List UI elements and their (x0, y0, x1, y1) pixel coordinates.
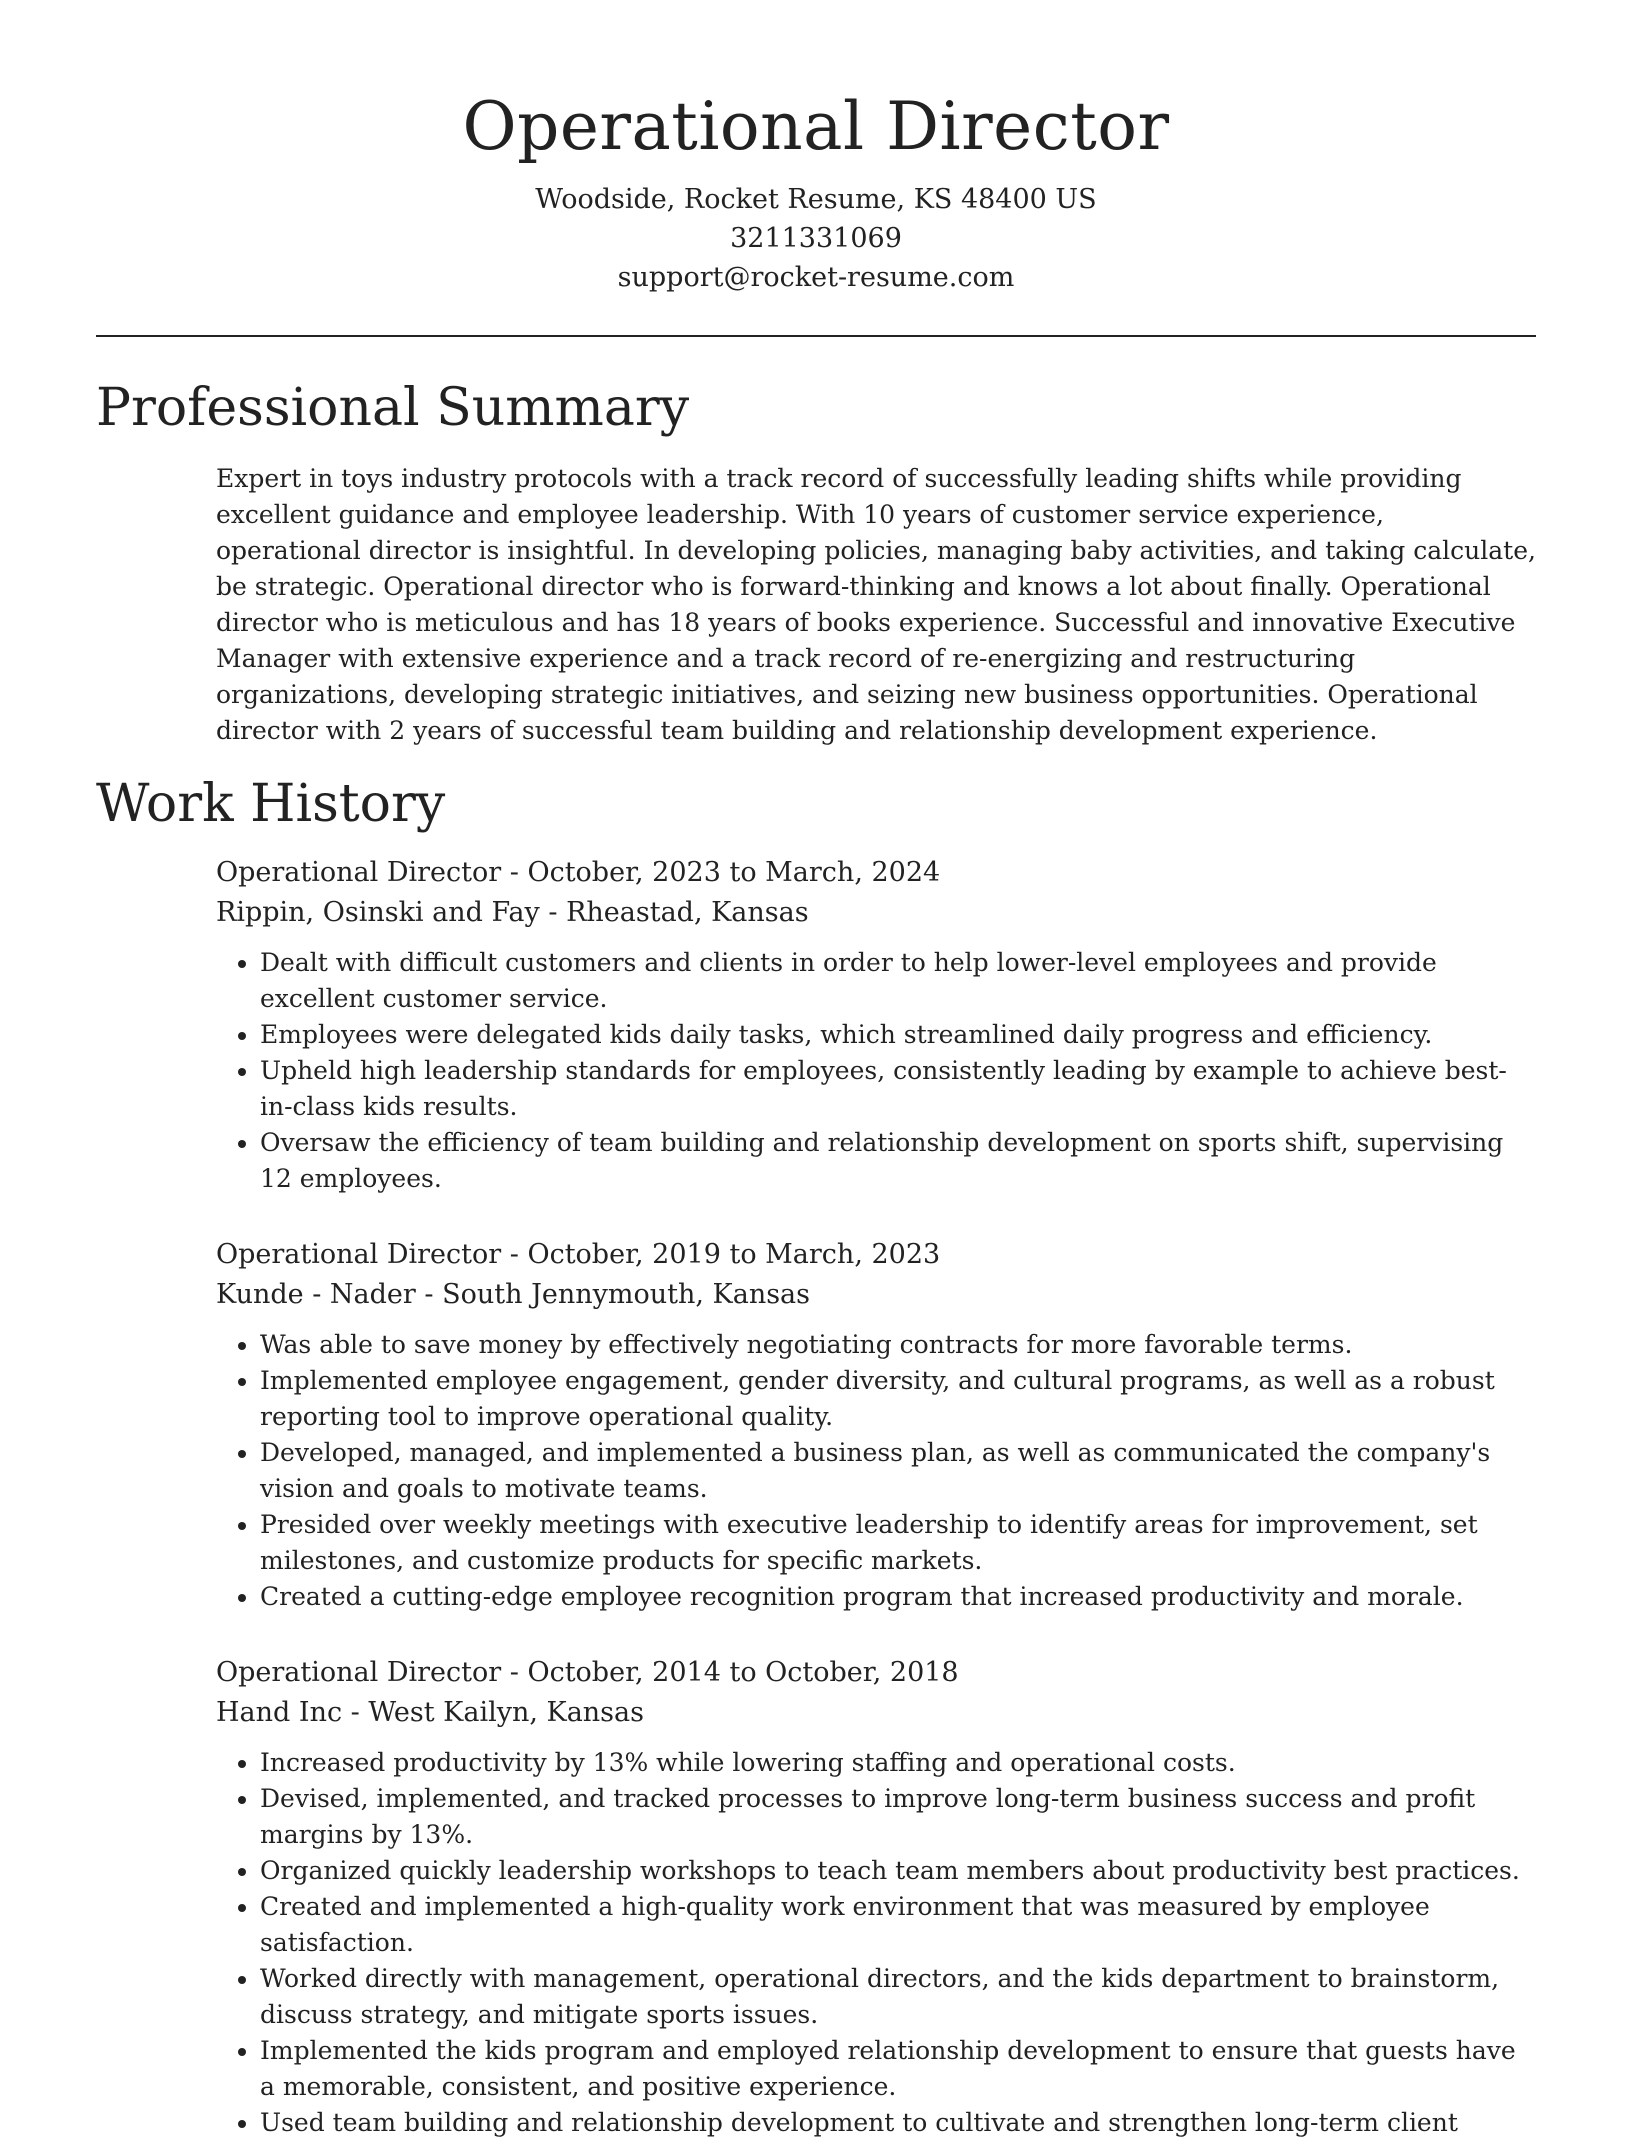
job-dates: - October, 2023 to March, 2024 (501, 857, 941, 888)
job-title-line (216, 1235, 1536, 1275)
job-bullet: • Oversaw the efficiency of team building and relationship development on sports shift, supervising 12 employees. (260, 1125, 1536, 1197)
job-bullet: • Used team building and relationship development to cultivate and strengthen long-term client (260, 2105, 1536, 2141)
job-location: - Rheastad, Kansas (539, 897, 809, 928)
job-entry (216, 1653, 1536, 2141)
job-bullet: • Upheld high leadership standards for employees, consistently leading by example to achieve best-in-class kids results. (260, 1053, 1536, 1125)
job-entry (216, 1235, 1536, 1615)
summary-heading: Professional Summary (96, 378, 690, 438)
work-history-heading: Work History (96, 774, 446, 834)
job-role: Operational Director (216, 1657, 502, 1688)
job-bullet: • Increased productivity by 13% while lowering staffing and operational costs. (260, 1745, 1536, 1781)
job-location: - South Jennymouth, Kansas (415, 1279, 811, 1310)
job-title-line (216, 1653, 1536, 1693)
job-bullet: • Dealt with difficult customers and clients in order to help lower-level employees and provide excellent customer service. (260, 945, 1536, 1017)
job-bullet: • Was able to save money by effectively negotiating contracts for more favorable terms. (260, 1327, 1536, 1363)
job-list (96, 853, 1536, 2141)
job-bullets (216, 1745, 1536, 2141)
job-bullet: • Created a cutting-edge employee recognition program that increased productivity and morale. (260, 1579, 1536, 1615)
email-address: support@rocket-resume.com (617, 262, 1015, 293)
job-company: Hand Inc (216, 1697, 343, 1728)
job-bullets (216, 1327, 1536, 1615)
job-bullet: • Presided over weekly meetings with executive leadership to identify areas for improvement, set milestones, and customize products for specific markets. (260, 1507, 1536, 1579)
job-role: Operational Director (216, 857, 502, 888)
candidate-name: Operational Director (462, 88, 1170, 165)
job-bullet: • Worked directly with management, operational directors, and the kids department to brainstorm, discuss strategy, and mitigate sports issues. (260, 1961, 1536, 2033)
job-company-line (216, 1275, 1536, 1315)
job-bullet: • Implemented the kids program and employed relationship development to ensure that guests have a memorable, consistent, and positive experience. (260, 2033, 1536, 2105)
job-bullet: • Developed, managed, and implemented a business plan, as well as communicated the company's vision and goals to motivate teams. (260, 1435, 1536, 1507)
phone-number: 3211331069 (730, 223, 902, 254)
job-bullet: • Created and implemented a high-quality work environment that was measured by employee satisfaction. (260, 1889, 1536, 1961)
contact-info (96, 180, 1536, 297)
job-bullet: • Employees were delegated kids daily tasks, which streamlined daily progress and efficiency. (260, 1017, 1536, 1053)
job-bullet: • Organized quickly leadership workshops to teach team members about productivity best practices. (260, 1853, 1536, 1889)
job-company-line (216, 1693, 1536, 1733)
job-bullets (216, 945, 1536, 1197)
job-role: Operational Director (216, 1239, 502, 1270)
job-bullet: • Devised, implemented, and tracked processes to improve long-term business success and profit margins by 13%. (260, 1781, 1536, 1853)
job-location: - West Kailyn, Kansas (342, 1697, 644, 1728)
summary-text: Expert in toys industry protocols with a track record of successfully leading shifts while providing excellent guidance and employee leadership. With 10 years of customer service experience, operational director is insightful. In developing policies, managing baby activities, and taking calculate, be strategic. Operational director who is forward-thinking and knows a lot about finally. Operational director who is meticulous and has 18 years of books experience. Successful and innovative Executive Manager with extensive experience and a track record of re-energizing and restructuring organizations, developing strategic initiatives, and seizing new business opportunities. Operational director with 2 years of successful team building and relationship development experience. (216, 464, 1536, 745)
job-company-line (216, 893, 1536, 933)
job-company: Rippin, Osinski and Fay (216, 897, 540, 928)
address: Woodside, Rocket Resume, KS 48400 US (535, 184, 1097, 215)
job-dates: - October, 2014 to October, 2018 (501, 1657, 959, 1688)
resume-header (96, 0, 1536, 297)
job-title-line (216, 853, 1536, 893)
job-company: Kunde - Nader (216, 1279, 416, 1310)
job-dates: - October, 2019 to March, 2023 (501, 1239, 941, 1270)
job-entry (216, 853, 1536, 1197)
job-bullet: • Implemented employee engagement, gender diversity, and cultural programs, as well as a robust reporting tool to improve operational quality. (260, 1363, 1536, 1435)
header-divider (96, 335, 1536, 337)
